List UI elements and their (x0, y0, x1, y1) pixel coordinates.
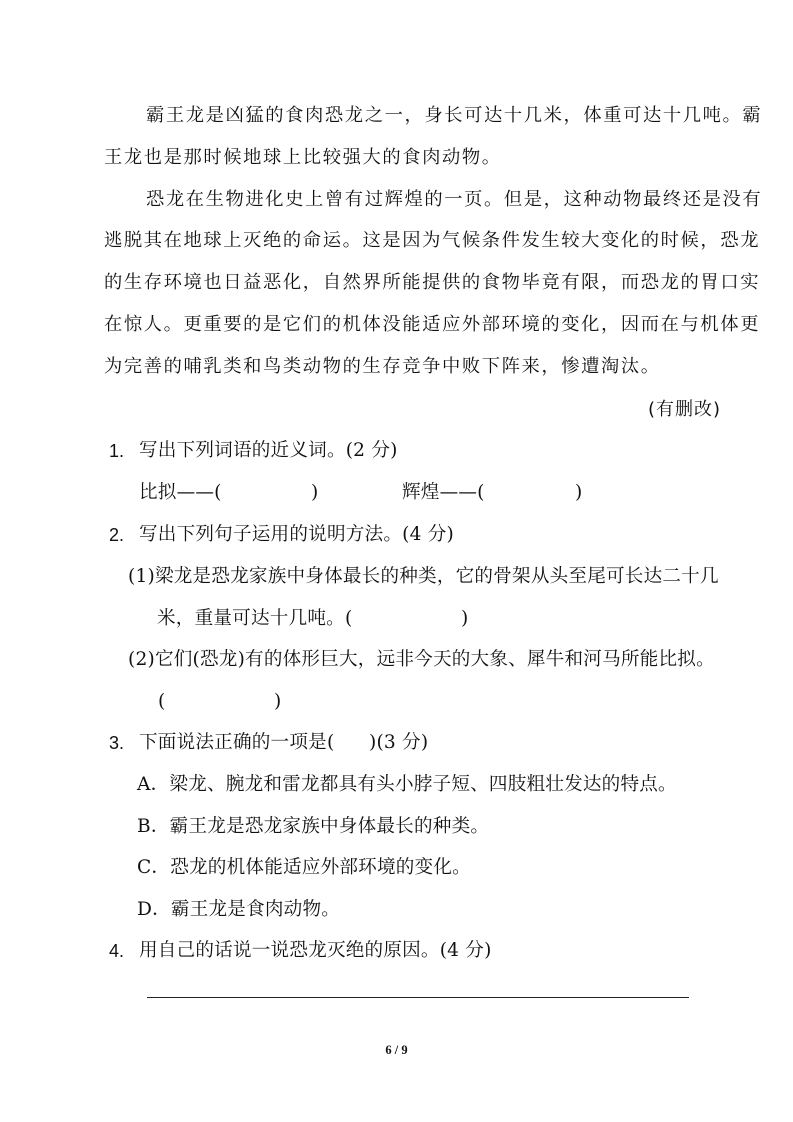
passage-paragraph-2-line-4: 在惊人。更重要的是它们的机体没能适应外部环境的变化，因而在与机体更 (104, 314, 761, 335)
question-2-text: 写出下列句子运用的说明方法。(4 分) (139, 524, 454, 545)
question-3-option-c: C．恐龙的机体能适应外部环境的变化。 (137, 857, 471, 878)
question-2-sentence-1-line-1: (1)梁龙是恐龙家族中身体最长的种类，它的骨架从头至尾可长达二十几 (128, 566, 719, 587)
question-1-item-a-close: ) (311, 482, 319, 503)
question-2-sentence-2-line-1: (2)它们(恐龙)有的体形巨大，远非今天的大象、犀牛和河马所能比拟。 (128, 649, 715, 670)
passage-paragraph-2-line-1: 恐龙在生物进化史上曾有过辉煌的一页。但是，这种动物最终还是没有 (146, 189, 763, 210)
source-note: (有删改) (647, 399, 721, 420)
question-1-text: 写出下列词语的近义词。(2 分) (139, 440, 398, 461)
question-1-item-b: 辉煌——( (402, 482, 485, 503)
passage-paragraph-1-line-2: 王龙也是那时候地球上比较强大的食肉动物。 (104, 147, 502, 168)
passage-paragraph-2-line-5: 为完善的哺乳类和鸟类动物的生存竞争中败下阵来，惨遭淘汰。 (104, 356, 661, 377)
question-4-text: 用自己的话说一说恐龙灭绝的原因。(4 分) (139, 940, 492, 961)
question-2-sentence-2-open: ( (158, 691, 166, 712)
question-2-number: 2. (109, 525, 125, 545)
question-2-sentence-1-close: ) (461, 608, 469, 629)
question-3-number: 3. (109, 733, 125, 753)
question-1-item-b-close: ) (575, 482, 583, 503)
question-1-item-a: 比拟——( (139, 482, 222, 503)
question-2-sentence-1-line-2: 米，重量可达十几吨。( (157, 608, 353, 629)
question-4-answer-line[interactable] (147, 997, 689, 998)
page-number: 6 / 9 (385, 1043, 408, 1057)
passage-paragraph-1-line-1: 霸王龙是凶猛的食肉恐龙之一，身长可达十几米，体重可达十几吨。霸 (146, 105, 763, 126)
question-4-number: 4. (109, 941, 125, 961)
question-3-option-d: D．霸王龙是食肉动物。 (137, 899, 341, 920)
question-3-option-a: A．梁龙、腕龙和雷龙都具有头小脖子短、四肢粗壮发达的特点。 (137, 774, 677, 795)
passage-paragraph-2-line-2: 逃脱其在地球上灭绝的命运。这是因为气候条件发生较大变化的时候，恐龙 (104, 230, 761, 251)
passage-paragraph-2-line-3: 的生存环境也日益恶化，自然界所能提供的食物毕竟有限，而恐龙的胃口实 (104, 272, 761, 293)
question-3-text-tail: )(3 分) (369, 732, 429, 753)
question-3-text: 下面说法正确的一项是( (139, 732, 335, 753)
question-2-sentence-2-close: ) (274, 691, 282, 712)
question-1-number: 1. (109, 441, 125, 461)
question-3-option-b: B．霸王龙是恐龙家族中身体最长的种类。 (137, 816, 490, 837)
